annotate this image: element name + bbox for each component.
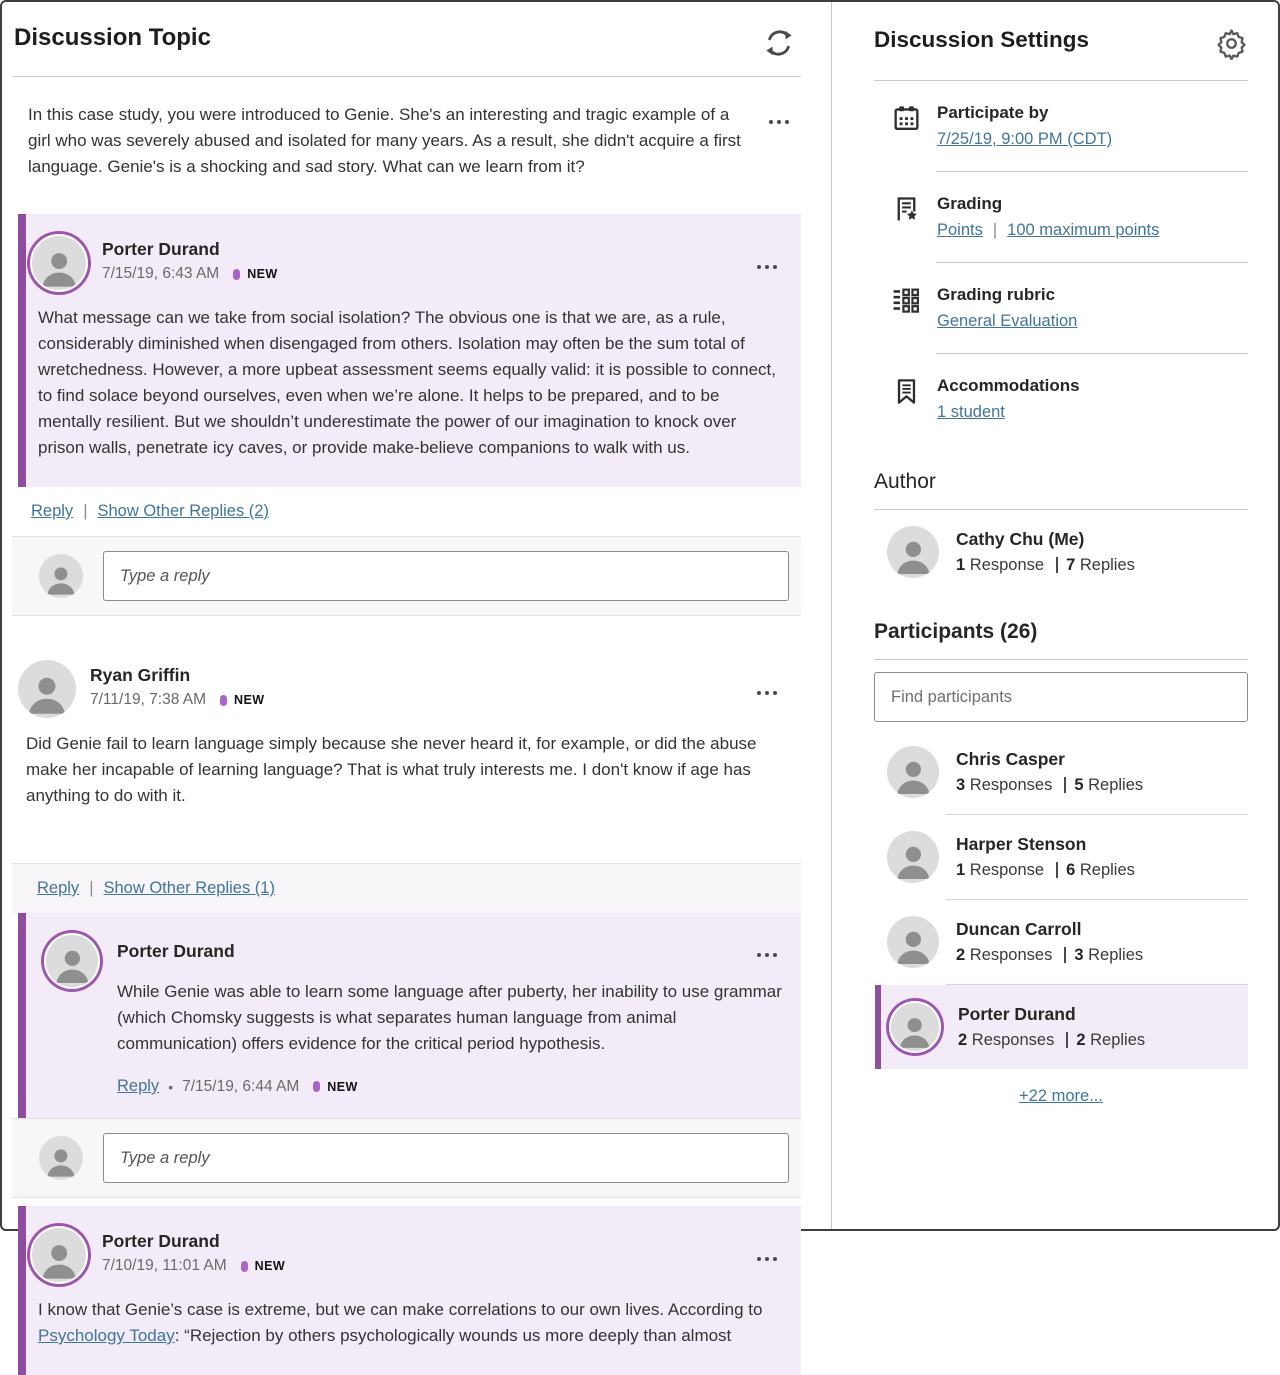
separator bbox=[1066, 1032, 1068, 1048]
rubric-grid-icon bbox=[891, 285, 922, 316]
setting-grading-rubric bbox=[874, 263, 1248, 353]
new-indicator-dot bbox=[241, 1261, 248, 1272]
post-timestamp: 7/10/19, 11:01 AM bbox=[102, 1257, 227, 1274]
participant-name: Chris Casper bbox=[956, 749, 1065, 769]
setting-label: Accommodations bbox=[937, 376, 1080, 395]
divider bbox=[874, 659, 1248, 660]
reply-link[interactable]: Reply bbox=[117, 1077, 160, 1095]
nested-reply-porter bbox=[18, 913, 801, 1118]
separator bbox=[1056, 862, 1058, 878]
separator: | bbox=[83, 502, 88, 520]
intro-menu-button[interactable] bbox=[769, 114, 790, 130]
maximum-points-link[interactable]: 100 maximum points bbox=[1007, 221, 1160, 239]
page-title: Discussion Topic bbox=[14, 24, 211, 51]
reply-composer-post1 bbox=[12, 537, 801, 616]
discussion-page bbox=[2, 2, 1278, 1345]
calendar-icon bbox=[891, 103, 922, 134]
participant-name: Duncan Carroll bbox=[956, 919, 1082, 939]
avatar bbox=[887, 526, 939, 578]
grade-document-icon bbox=[891, 194, 922, 225]
avatar bbox=[887, 916, 939, 968]
post-header bbox=[30, 1226, 787, 1284]
post-timestamp: 7/15/19, 6:43 AM bbox=[102, 265, 220, 282]
post-porter-1 bbox=[18, 214, 801, 487]
show-more-participants-link[interactable]: +22 more... bbox=[1019, 1087, 1103, 1105]
post-header bbox=[30, 234, 787, 292]
discussion-intro bbox=[12, 77, 801, 180]
gear-icon bbox=[1215, 27, 1248, 60]
topic-header bbox=[12, 2, 801, 76]
author-heading: Author bbox=[874, 470, 936, 493]
setting-participate-by bbox=[874, 81, 1248, 171]
participants-list bbox=[874, 730, 1248, 1069]
show-other-replies-link[interactable]: Show Other Replies (1) bbox=[103, 879, 275, 897]
post-menu-button[interactable] bbox=[757, 685, 778, 701]
post-author: Porter Durand bbox=[102, 1231, 220, 1251]
participant-row[interactable] bbox=[874, 900, 1248, 984]
participate-by-date-link[interactable]: 7/25/19, 9:00 PM (CDT) bbox=[937, 130, 1113, 148]
separator bbox=[1064, 777, 1066, 793]
participant-row[interactable] bbox=[874, 730, 1248, 814]
avatar bbox=[39, 1136, 83, 1180]
show-other-replies-link[interactable]: Show Other Replies (2) bbox=[97, 502, 269, 520]
post-body: Did Genie fail to learn language simply because she never heard it, for example, or did the abuse make her incapable of learning language? That is what truly interests me. I don't know if age has anything to do with it. bbox=[26, 734, 757, 805]
post-body-text: : “Rejection by others psychologically wounds us more deeply than almost bbox=[174, 1326, 732, 1345]
author-row bbox=[874, 510, 1248, 594]
reply-input[interactable] bbox=[103, 1133, 789, 1183]
participant-row-selected[interactable] bbox=[875, 985, 1248, 1069]
avatar bbox=[39, 554, 83, 598]
new-badge: NEW bbox=[234, 693, 265, 707]
avatar bbox=[30, 1226, 88, 1284]
settings-gear-button[interactable] bbox=[1215, 27, 1248, 60]
reply-composer-post2 bbox=[12, 1118, 801, 1198]
participant-counts: 2 Responses 3 Replies bbox=[956, 946, 1144, 964]
post-menu-button[interactable] bbox=[757, 947, 778, 963]
separator bbox=[1064, 947, 1066, 963]
setting-grading bbox=[874, 172, 1248, 262]
separator: | bbox=[992, 221, 998, 239]
post-timestamp: 7/15/19, 6:44 AM bbox=[182, 1077, 300, 1095]
new-badge: NEW bbox=[247, 267, 278, 281]
avatar bbox=[887, 746, 939, 798]
participant-counts: 2 Responses 2 Replies bbox=[958, 1031, 1146, 1049]
reply-link[interactable]: Reply bbox=[37, 879, 80, 897]
avatar bbox=[18, 660, 76, 718]
settings-title: Discussion Settings bbox=[874, 27, 1090, 52]
post-author: Ryan Griffin bbox=[90, 665, 191, 685]
new-indicator-dot bbox=[313, 1081, 320, 1092]
refresh-icon bbox=[761, 24, 797, 62]
participant-counts: 1 Response 7 Replies bbox=[956, 556, 1135, 574]
bookmark-icon bbox=[891, 376, 922, 407]
dot-separator: • bbox=[168, 1078, 174, 1095]
participant-name: Porter Durand bbox=[958, 1004, 1076, 1024]
post-body-text: I know that Genie’s case is extreme, but we can make correlations to our own lives. According to bbox=[38, 1300, 763, 1319]
post-author: Porter Durand bbox=[102, 239, 220, 259]
new-indicator-dot bbox=[220, 695, 227, 706]
new-badge: NEW bbox=[254, 1259, 286, 1273]
intro-text: In this case study, you were introduced to Genie. She's an interesting and tragic example of a girl who was severely abused and isolated for many years. As a result, she didn't acquire a first language. Genie's is a shocking and sad story. What can we learn from it? bbox=[28, 105, 741, 176]
participant-counts: 3 Responses 5 Replies bbox=[956, 776, 1144, 794]
nested-reply-footer bbox=[117, 1077, 787, 1096]
post-body: While Genie was able to learn some language after puberty, her inability to use grammar (which Chomsky suggests is what separates human language from animal communication) offers evidence for the critical period hypothesis. bbox=[117, 982, 782, 1053]
avatar bbox=[889, 1001, 941, 1053]
participants-heading: Participants (26) bbox=[874, 620, 1038, 643]
reply-input[interactable] bbox=[103, 551, 789, 601]
participant-row[interactable] bbox=[874, 815, 1248, 899]
rubric-link[interactable]: General Evaluation bbox=[937, 312, 1078, 330]
reply-actions-post1 bbox=[12, 487, 801, 537]
post-menu-button[interactable] bbox=[757, 259, 778, 275]
setting-label: Participate by bbox=[937, 103, 1049, 122]
post-timestamp: 7/11/19, 7:38 AM bbox=[90, 691, 207, 708]
new-indicator-dot bbox=[233, 269, 240, 280]
discussion-settings-panel bbox=[832, 2, 1278, 1229]
post-header bbox=[18, 660, 787, 718]
psychology-today-link[interactable]: Psychology Today bbox=[38, 1326, 175, 1345]
refresh-button[interactable] bbox=[761, 24, 797, 62]
post-author: Porter Durand bbox=[117, 941, 235, 961]
post-menu-button[interactable] bbox=[757, 1251, 778, 1267]
separator bbox=[1056, 557, 1058, 573]
participant-counts: 1 Response 6 Replies bbox=[956, 861, 1135, 879]
avatar bbox=[44, 933, 100, 989]
discussion-topic-panel bbox=[2, 2, 832, 1345]
post-body bbox=[30, 1297, 787, 1349]
settings-header bbox=[874, 2, 1248, 80]
setting-label: Grading bbox=[937, 194, 1003, 213]
setting-label: Grading rubric bbox=[937, 285, 1056, 304]
post-porter-2 bbox=[18, 1206, 801, 1375]
setting-accommodations bbox=[874, 354, 1248, 444]
post-ryan bbox=[18, 640, 801, 835]
avatar bbox=[30, 234, 88, 292]
post-body: What message can we take from social isolation? The obvious one is that we are, as a rule, considerably diminished when disengaged from others. Isolation may often be the sum total of wretchedness. However, a more upbeat assessment seems equally valid: it is possible to connect, to find solace beyond ourselves, even when we’re alone. It helps to be prepared, and to be mentally resilient. But we shouldn’t underestimate the power of our imagination to knock over prison walls, penetrate icy caves, or provide make-believe companions to walk with us. bbox=[38, 308, 776, 457]
accommodations-link[interactable]: 1 student bbox=[937, 403, 1005, 421]
points-link[interactable]: Points bbox=[937, 221, 983, 239]
avatar bbox=[887, 831, 939, 883]
participant-name: Harper Stenson bbox=[956, 834, 1087, 854]
separator: | bbox=[89, 879, 94, 897]
reply-link[interactable]: Reply bbox=[31, 502, 74, 520]
find-participants-input[interactable] bbox=[874, 672, 1248, 722]
reply-actions-post2 bbox=[12, 863, 801, 913]
participant-name: Cathy Chu (Me) bbox=[956, 529, 1085, 549]
new-badge: NEW bbox=[327, 1079, 358, 1094]
